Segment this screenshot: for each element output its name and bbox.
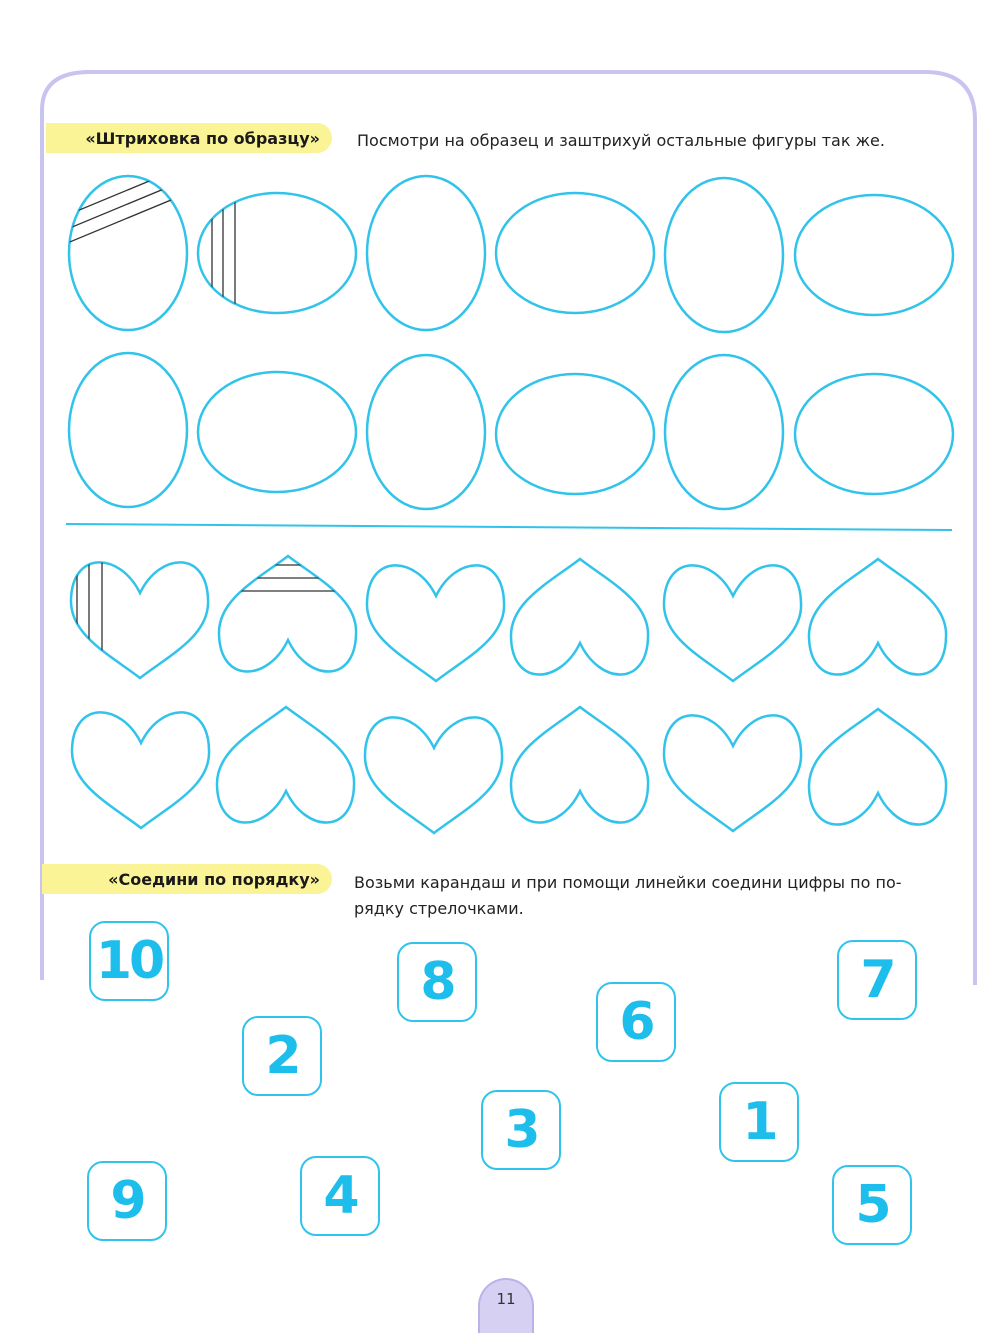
egg-shapes — [69, 176, 953, 509]
heart-hatching-sample-2 — [210, 565, 365, 591]
number-box[interactable]: 3 — [481, 1090, 561, 1170]
egg-horizontal — [496, 193, 654, 313]
heart-upright — [72, 712, 209, 828]
number-box[interactable]: 6 — [596, 982, 676, 1062]
heart-upright — [367, 565, 504, 681]
number-box[interactable]: 8 — [397, 942, 477, 1022]
heart-inverted — [217, 707, 354, 823]
heart-upright — [365, 717, 502, 833]
heart-upright — [71, 562, 208, 678]
page-number: 11 — [478, 1278, 534, 1333]
instruction-connect: Возьми карандаш и при помощи линейки соедини цифры по по-рядку стрелочками. — [354, 873, 902, 918]
heart-inverted — [809, 559, 946, 675]
number-box[interactable]: 2 — [242, 1016, 322, 1096]
heart-upright — [664, 715, 801, 831]
egg-vertical — [367, 176, 485, 330]
egg-horizontal — [795, 374, 953, 494]
egg-vertical — [367, 355, 485, 509]
heart-inverted — [809, 709, 946, 825]
egg-horizontal — [496, 374, 654, 494]
egg-vertical — [665, 355, 783, 509]
number-box[interactable]: 5 — [832, 1165, 912, 1245]
egg-vertical — [69, 176, 187, 330]
instruction-hatching: Посмотри на образец и заштрихуй остальные фигуры так же. — [357, 131, 885, 150]
section-divider — [66, 524, 952, 530]
egg-hatching-sample-2 — [212, 180, 235, 320]
heart-inverted — [219, 556, 356, 672]
egg-vertical — [665, 178, 783, 332]
heart-upright — [664, 565, 801, 681]
section-label-hatching: «Штриховка по образцу» — [46, 123, 332, 153]
number-box[interactable]: 9 — [87, 1161, 167, 1241]
egg-vertical — [69, 353, 187, 507]
egg-horizontal — [198, 193, 356, 313]
egg-hatching-sample-1 — [60, 160, 200, 246]
number-box[interactable]: 1 — [719, 1082, 799, 1162]
heart-inverted — [511, 707, 648, 823]
number-box[interactable]: 7 — [837, 940, 917, 1020]
section-label-connect: «Соедини по порядку» — [42, 864, 332, 894]
egg-horizontal — [795, 195, 953, 315]
heart-inverted — [511, 559, 648, 675]
number-box[interactable]: 10 — [89, 921, 169, 1001]
egg-horizontal — [198, 372, 356, 492]
heart-shapes — [71, 556, 946, 833]
number-box[interactable]: 4 — [300, 1156, 380, 1236]
